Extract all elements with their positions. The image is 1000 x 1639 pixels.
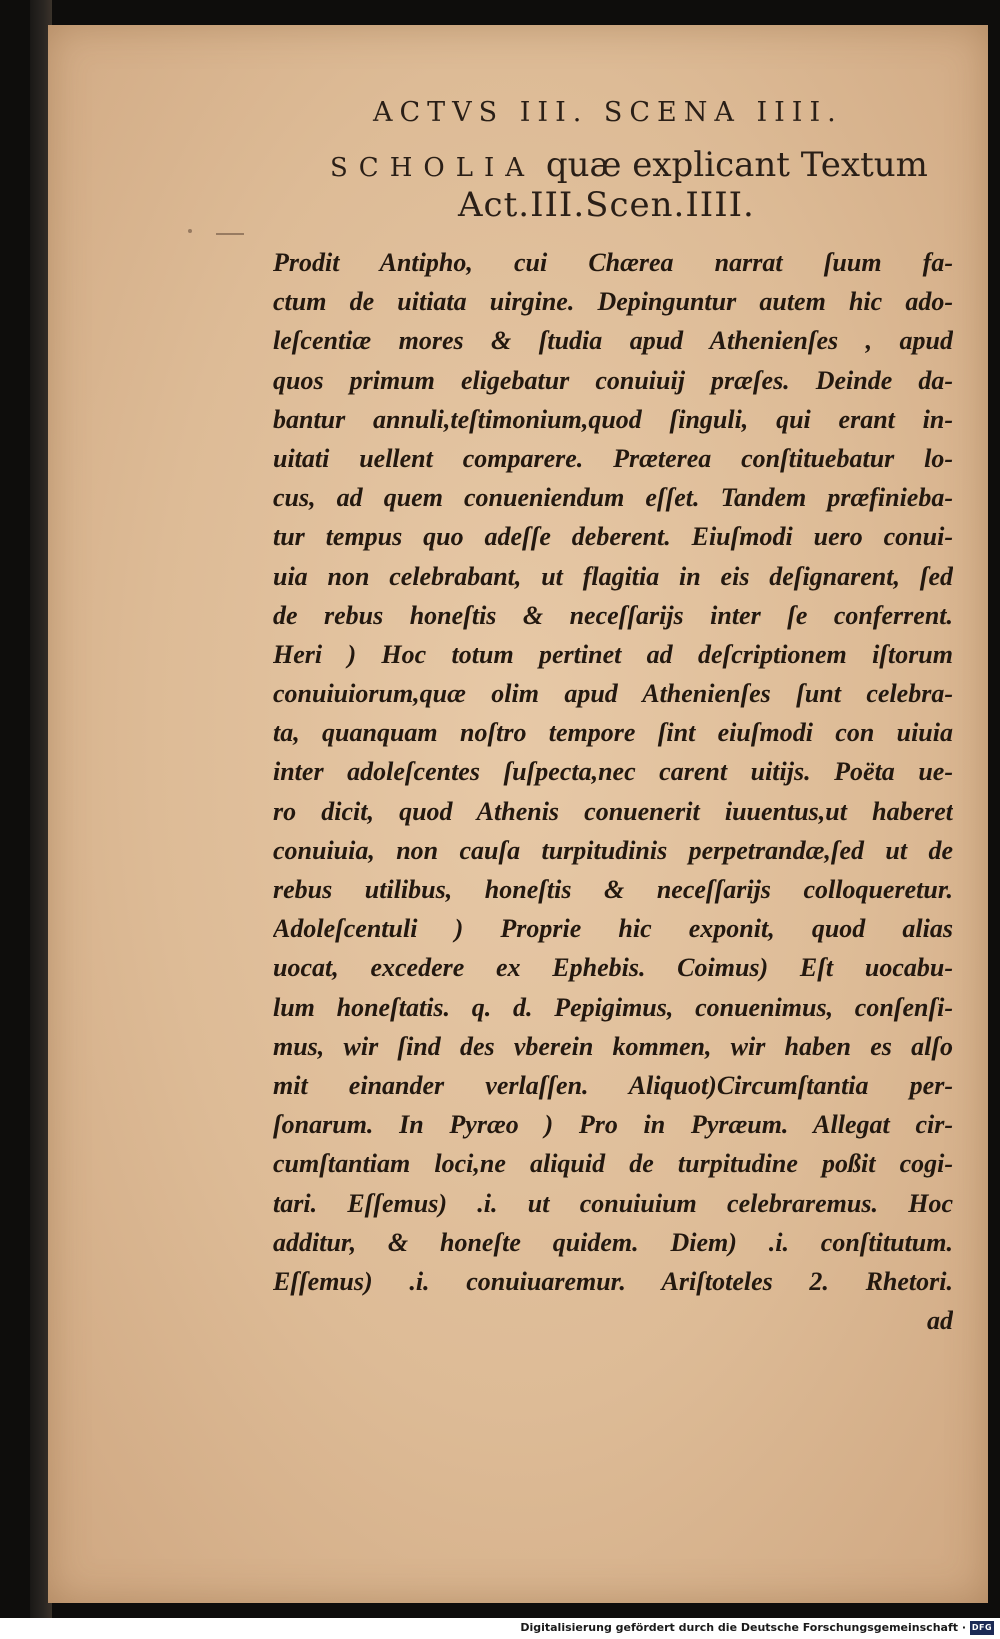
commentary-body-text — [273, 243, 953, 1340]
text-line: cus, ad quem conueniendum eſſet. Tandem præfinieba- — [273, 483, 953, 513]
text-line: mus, wir ſind des vberein kommen, wir haben es alſo — [273, 1031, 953, 1061]
text-line: bantur annuli,teſtimonium,quod ſinguli, qui erant in- — [273, 404, 953, 434]
text-line: ctum de uitiata uirgine. Depinguntur autem hic ado- — [273, 287, 953, 317]
text-line: uitati uellent comparere. Præterea conſtituebatur lo- — [273, 443, 953, 473]
dfg-logo: DFG — [970, 1621, 994, 1635]
text-line: Eſſemus) .i. conuiuaremur. Ariſtoteles 2. Rhetori. — [273, 1266, 953, 1296]
margin-dash — [216, 233, 244, 235]
digitization-credit: Digitalisierung gefördert durch die Deutsche Forschungsgemeinschaft · — [520, 1621, 966, 1634]
text-line: cumſtantiam loci,ne aliquid de turpitudine poßit cogi- — [273, 1149, 953, 1179]
text-line: de rebus honeſtis & neceſſarijs inter ſe conferrent. — [273, 600, 953, 630]
text-line: lum honeſtatis. q. d. Pepigimus, conuenimus, conſenſi- — [273, 992, 953, 1022]
text-line: conuiuia, non cauſa turpitudinis perpetrandæ,ſed ut de — [273, 835, 953, 865]
section-title-rest: quæ explicant Textum — [545, 145, 928, 185]
book-page — [48, 25, 988, 1603]
text-line: conuiuiorum,quæ olim apud Athenienſes ſunt celebra- — [273, 679, 953, 709]
text-line: uocat, excedere ex Ephebis. Coimus) Eſt uocabu- — [273, 953, 953, 983]
text-line: mit einander verlaſſen. Aliquot)Circumſtantia per- — [273, 1070, 953, 1100]
text-line: uia non celebrabant, ut flagitia in eis deſignarent, ſed — [273, 561, 953, 591]
page-content — [48, 25, 988, 1603]
section-title-line-1 — [330, 145, 950, 185]
text-line: inter adoleſcentes ſuſpecta,nec carent uitijs. Poëta ue- — [273, 757, 953, 787]
text-line: ſonarum. In Pyræo ) Pro in Pyræum. Allegat cir- — [273, 1110, 953, 1140]
text-line: ta, quanquam noſtro tempore ſint eiuſmodi con uiuia — [273, 718, 953, 748]
text-line: leſcentiæ mores & ſtudia apud Athenienſes , apud — [273, 326, 953, 356]
margin-mark — [188, 229, 192, 233]
text-line: Adoleſcentuli ) Proprie hic exponit, quod alias — [273, 914, 953, 944]
section-title-line-2: Act.III.Scen.IIII. — [458, 185, 755, 225]
text-line: Prodit Antipho, cui Chærea narrat ſuum fa- — [273, 248, 953, 277]
text-line: tari. Eſſemus) .i. ut conuiuium celebraremus. Hoc — [273, 1188, 953, 1218]
text-line: Heri ) Hoc totum pertinet ad deſcriptionem iſtorum — [273, 639, 953, 669]
section-title-smallcaps: SCHOLIA — [330, 153, 536, 183]
text-line: quos primum eligebatur conuiuij præſes. Deinde da- — [273, 365, 953, 395]
text-line: tur tempus quo adeſſe deberent. Eiuſmodi uero conui- — [273, 522, 953, 552]
text-line: additur, & honeſte quidem. Diem) .i. conſtitutum. — [273, 1227, 953, 1257]
text-line: rebus utilibus, honeſtis & neceſſarijs colloqueretur. — [273, 875, 953, 904]
text-line: ro dicit, quod Athenis conuenerit iuuentus,ut haberet — [273, 796, 953, 826]
text-line: ad — [927, 1306, 953, 1336]
running-head: ACTVS III. SCENA IIII. — [373, 97, 843, 128]
